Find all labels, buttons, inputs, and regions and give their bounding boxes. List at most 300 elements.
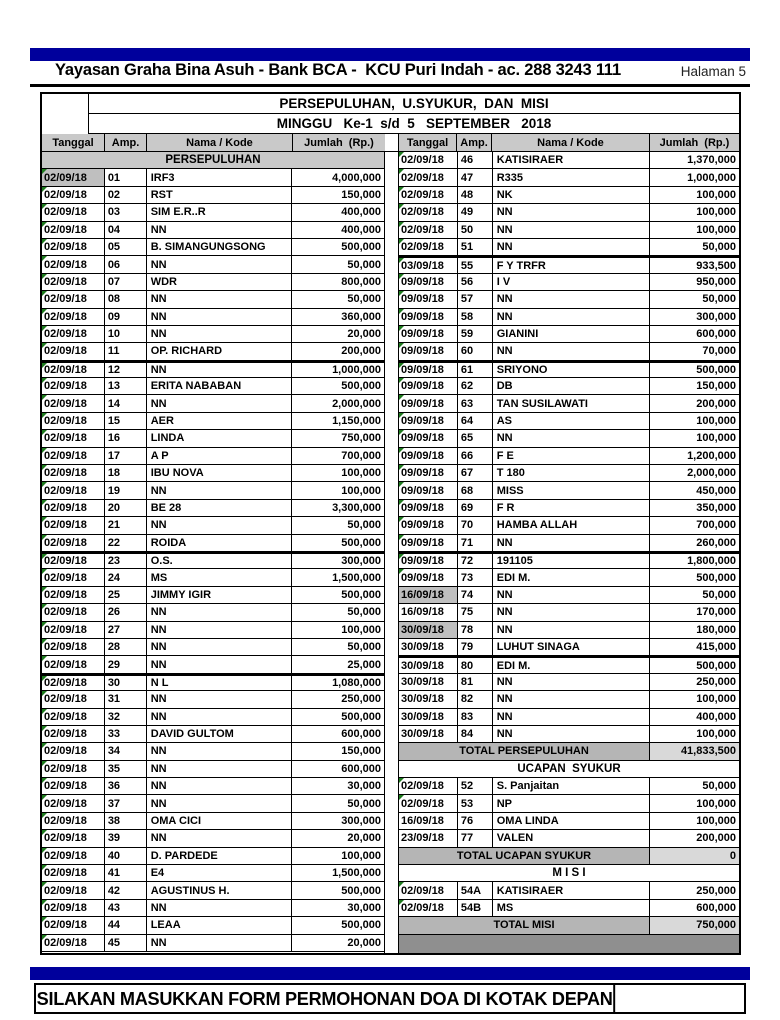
nama-cell: IRF3 [147, 169, 293, 185]
jumlah-cell: 100,000 [696, 206, 736, 219]
table-row [42, 239, 384, 256]
table-row [399, 326, 739, 343]
amp-cell: 70 [458, 517, 493, 533]
jumlah-cell: 1,500,000 [332, 571, 381, 584]
table-row [42, 552, 384, 569]
nama-cell: I V [493, 274, 651, 290]
table-row [42, 309, 384, 326]
jumlah-cell: 1,150,000 [332, 415, 381, 428]
amp-cell: 83 [458, 709, 493, 725]
col-header-tanggal-right: Tanggal [398, 134, 457, 151]
nama-cell: NN [147, 900, 293, 916]
nama-cell: JIMMY IGIR [147, 587, 293, 603]
table-row [42, 517, 384, 534]
amp-cell: 19 [105, 482, 147, 498]
amp-cell: 60 [458, 343, 493, 359]
tanggal-cell: 09/09/18 [399, 500, 458, 516]
amp-cell: 69 [458, 500, 493, 516]
amp-cell: 48 [458, 187, 493, 203]
nama-cell: NN [147, 761, 293, 777]
jumlah-cell: 600,000 [341, 728, 381, 741]
amp-cell: 35 [105, 761, 147, 777]
nama-cell: NN [147, 830, 293, 846]
table-row [399, 813, 739, 830]
amp-cell: 75 [458, 604, 493, 620]
total-ucapan-syukur-row [399, 848, 739, 865]
tanggal-cell: 02/09/18 [42, 900, 105, 916]
tanggal-cell: 02/09/18 [42, 309, 105, 325]
amp-cell: 54A [458, 882, 493, 898]
col-header-nama-left: Nama / Kode [147, 134, 293, 151]
jumlah-cell: 100,000 [696, 815, 736, 828]
table-row [42, 761, 384, 778]
nama-cell: NN [493, 204, 651, 220]
amp-cell: 24 [105, 569, 147, 585]
jumlah-cell: 4,000,000 [332, 171, 381, 184]
tanggal-cell: 02/09/18 [42, 448, 105, 464]
tanggal-cell: 02/09/18 [42, 204, 105, 220]
tanggal-cell: 02/09/18 [42, 676, 105, 690]
table-row [42, 604, 384, 621]
jumlah-cell: 100,000 [696, 432, 736, 445]
jumlah-cell: 950,000 [696, 275, 736, 288]
tanggal-cell: 02/09/18 [42, 656, 105, 672]
amp-cell: 56 [458, 274, 493, 290]
nama-cell: HAMBA ALLAH [493, 517, 651, 533]
amp-cell: 45 [105, 935, 147, 951]
jumlah-cell: 100,000 [696, 223, 736, 236]
jumlah-cell: 1,200,000 [687, 449, 736, 462]
amp-cell: 36 [105, 778, 147, 794]
col-header-amp-right: Amp. [457, 134, 492, 151]
jumlah-cell: 200,000 [341, 345, 381, 358]
table-row [42, 448, 384, 465]
amp-cell: 17 [105, 448, 147, 464]
tanggal-cell: 02/09/18 [42, 830, 105, 846]
tanggal-cell: 02/09/18 [42, 865, 105, 881]
jumlah-cell: 50,000 [347, 606, 381, 619]
bottom-blue-bar [30, 967, 750, 980]
nama-cell: NN [147, 656, 293, 672]
table-row [399, 378, 739, 395]
amp-cell: 44 [105, 917, 147, 933]
amp-cell: 03 [105, 204, 147, 220]
amp-cell: 58 [458, 309, 493, 325]
table-row [42, 378, 384, 395]
table-row [42, 395, 384, 412]
jumlah-cell: 150,000 [341, 745, 381, 758]
amp-cell: 52 [458, 778, 493, 794]
tanggal-cell: 02/09/18 [399, 222, 458, 238]
tanggal-cell: 02/09/18 [42, 395, 105, 411]
nama-cell: IBU NOVA [147, 465, 293, 481]
tanggal-cell: 02/09/18 [42, 848, 105, 864]
amp-cell: 47 [458, 169, 493, 185]
nama-cell: S. Panjaitan [493, 778, 651, 794]
table-row [42, 813, 384, 830]
amp-cell: 42 [105, 882, 147, 898]
jumlah-cell: 1,500,000 [332, 867, 381, 880]
amp-cell: 29 [105, 656, 147, 672]
tanggal-cell: 09/09/18 [399, 343, 458, 359]
table-row [399, 204, 739, 221]
amp-cell: 62 [458, 378, 493, 394]
table-row [399, 622, 739, 639]
tanggal-cell: 02/09/18 [399, 152, 458, 168]
nama-cell: NN [493, 674, 651, 690]
nama-cell: NN [493, 291, 651, 307]
table-row [42, 482, 384, 499]
amp-cell: 68 [458, 482, 493, 498]
nama-cell: NN [147, 222, 293, 238]
tanggal-cell: 09/09/18 [399, 430, 458, 446]
amp-cell: 14 [105, 395, 147, 411]
table-row [42, 274, 384, 291]
jumlah-cell: 50,000 [702, 588, 736, 601]
tanggal-cell: 09/09/18 [399, 291, 458, 307]
jumlah-cell: 1,000,000 [332, 363, 381, 376]
column-header-row [42, 134, 739, 152]
jumlah-cell: 260,000 [696, 536, 736, 549]
amp-cell: 39 [105, 830, 147, 846]
table-row [42, 465, 384, 482]
jumlah-cell: 500,000 [341, 241, 381, 254]
nama-cell: AER [147, 413, 293, 429]
jumlah-cell: 360,000 [341, 310, 381, 323]
nama-cell: AS [493, 413, 651, 429]
amp-cell: 10 [105, 326, 147, 342]
nama-cell: 191105 [493, 554, 651, 568]
nama-cell: WDR [147, 274, 293, 290]
amp-cell: 07 [105, 274, 147, 290]
jumlah-cell: 415,000 [696, 641, 736, 654]
tanggal-cell: 02/09/18 [42, 187, 105, 203]
jumlah-cell: 750,000 [341, 432, 381, 445]
table-row [399, 604, 739, 621]
amp-cell: 74 [458, 587, 493, 603]
total-ucapan-syukur-value: 0 [650, 848, 739, 864]
amp-cell: 80 [458, 658, 493, 672]
tanggal-cell: 02/09/18 [42, 500, 105, 516]
nama-cell: NN [493, 587, 651, 603]
table-row [42, 622, 384, 639]
tanggal-cell: 02/09/18 [42, 535, 105, 551]
nama-cell: A P [147, 448, 293, 464]
table-row [42, 639, 384, 656]
nama-cell: GIANINI [493, 326, 651, 342]
tanggal-cell: 02/09/18 [399, 778, 458, 794]
nama-cell: NN [493, 691, 651, 707]
nama-cell: RST [147, 187, 293, 203]
tanggal-cell: 03/09/18 [399, 258, 458, 272]
tanggal-cell: 02/09/18 [42, 726, 105, 742]
nama-cell: B. SIMANGUNGSONG [147, 239, 293, 255]
nama-cell: NP [493, 795, 651, 811]
jumlah-cell: 70,000 [702, 345, 736, 358]
amp-cell: 81 [458, 674, 493, 690]
tanggal-cell: 16/09/18 [399, 604, 458, 620]
table-row [399, 169, 739, 186]
table-row [42, 169, 384, 186]
tanggal-cell: 02/09/18 [42, 604, 105, 620]
col-header-jumlah-right: Jumlah (Rp.) [650, 134, 739, 151]
jumlah-cell: 150,000 [696, 380, 736, 393]
amp-cell: 05 [105, 239, 147, 255]
table-row [399, 726, 739, 743]
tanggal-cell: 02/09/18 [399, 795, 458, 811]
nama-cell: T 180 [493, 465, 651, 481]
tanggal-cell: 09/09/18 [399, 378, 458, 394]
tanggal-cell: 30/09/18 [399, 726, 458, 742]
tanggal-cell: 02/09/18 [399, 900, 458, 916]
nama-cell: NN [147, 639, 293, 655]
nama-cell: NN [493, 222, 651, 238]
jumlah-cell: 100,000 [341, 467, 381, 480]
table-row [42, 848, 384, 865]
jumlah-cell: 300,000 [696, 310, 736, 323]
total-misi-row [399, 917, 739, 934]
jumlah-cell: 933,500 [696, 259, 736, 272]
tanggal-cell: 02/09/18 [42, 430, 105, 446]
jumlah-cell: 100,000 [341, 849, 381, 862]
jumlah-cell: 500,000 [696, 571, 736, 584]
tanggal-cell: 30/09/18 [399, 674, 458, 690]
jumlah-cell: 600,000 [696, 901, 736, 914]
jumlah-cell: 30,000 [347, 901, 381, 914]
top-blue-bar [30, 48, 750, 61]
tanggal-cell: 02/09/18 [42, 256, 105, 272]
tanggal-cell: 02/09/18 [42, 569, 105, 585]
nama-cell: KATISIRAER [493, 882, 651, 898]
table-row [399, 639, 739, 656]
nama-cell: NN [493, 343, 651, 359]
amp-cell: 21 [105, 517, 147, 533]
amp-cell: 64 [458, 413, 493, 429]
tanggal-cell: 09/09/18 [399, 395, 458, 411]
left-table [42, 152, 385, 953]
tanggal-cell: 02/09/18 [42, 917, 105, 933]
table-row [399, 239, 739, 256]
table-row [42, 535, 384, 552]
tanggal-cell: 09/09/18 [399, 482, 458, 498]
nama-cell: SRIYONO [493, 363, 651, 377]
nama-cell: NN [147, 256, 293, 272]
header-divider [30, 84, 750, 87]
table-row [399, 465, 739, 482]
nama-cell: NN [147, 935, 293, 951]
table-row [42, 587, 384, 604]
jumlah-cell: 2,000,000 [332, 397, 381, 410]
nama-cell: NN [147, 363, 293, 377]
jumlah-cell: 500,000 [341, 884, 381, 897]
table-row [399, 900, 739, 917]
nama-cell: NN [147, 309, 293, 325]
table-row [42, 917, 384, 934]
tanggal-cell: 16/09/18 [399, 813, 458, 829]
jumlah-cell: 500,000 [696, 363, 736, 376]
table-row [42, 326, 384, 343]
table-row [399, 222, 739, 239]
tanggal-cell: 09/09/18 [399, 448, 458, 464]
jumlah-cell: 400,000 [341, 206, 381, 219]
report-table [40, 92, 741, 955]
table-row [399, 482, 739, 499]
section-header-ucapan-syukur: UCAPAN SYUKUR [399, 761, 739, 778]
tanggal-cell: 09/09/18 [399, 554, 458, 568]
jumlah-cell: 500,000 [341, 588, 381, 601]
page-number-label: Halaman 5 [680, 64, 746, 79]
table-row [399, 309, 739, 326]
jumlah-cell: 500,000 [341, 536, 381, 549]
amp-cell: 13 [105, 378, 147, 394]
ucapan-syukur-rows [399, 778, 739, 848]
jumlah-cell: 450,000 [696, 484, 736, 497]
jumlah-cell: 20,000 [347, 328, 381, 341]
table-row [42, 204, 384, 221]
tanggal-cell: 30/09/18 [399, 658, 458, 672]
nama-cell: NN [147, 482, 293, 498]
nama-cell: NN [493, 604, 651, 620]
table-row [42, 709, 384, 726]
tanggal-cell: 02/09/18 [42, 813, 105, 829]
amp-cell: 67 [458, 465, 493, 481]
amp-cell: 82 [458, 691, 493, 707]
nama-cell: EDI M. [493, 658, 651, 672]
jumlah-cell: 50,000 [702, 241, 736, 254]
report-subtitle-text: MINGGU Ke-1 s/d 5 SEPTEMBER 2018 [276, 116, 552, 131]
jumlah-cell: 1,370,000 [687, 154, 736, 167]
jumlah-cell: 50,000 [347, 519, 381, 532]
tanggal-cell: 02/09/18 [42, 761, 105, 777]
table-row [42, 726, 384, 743]
amp-cell: 63 [458, 395, 493, 411]
table-row [399, 882, 739, 899]
table-row [399, 656, 739, 673]
tanggal-cell: 30/09/18 [399, 622, 458, 638]
nama-cell: LINDA [147, 430, 293, 446]
jumlah-cell: 50,000 [347, 293, 381, 306]
jumlah-cell: 100,000 [696, 728, 736, 741]
nama-cell: NN [493, 430, 651, 446]
section-header-persepuluhan: PERSEPULUHAN [42, 152, 384, 169]
table-row [399, 187, 739, 204]
tanggal-cell: 02/09/18 [399, 187, 458, 203]
nama-cell: VALEN [493, 830, 651, 846]
amp-cell: 11 [105, 343, 147, 359]
footer-empty-cell [627, 985, 744, 1012]
jumlah-cell: 300,000 [341, 555, 381, 568]
tanggal-cell: 30/09/18 [399, 639, 458, 655]
nama-cell: AGUSTINUS H. [147, 882, 293, 898]
jumlah-cell: 50,000 [702, 780, 736, 793]
amp-cell: 77 [458, 830, 493, 846]
total-misi-label: TOTAL MISI [399, 917, 650, 933]
tanggal-cell: 02/09/18 [42, 709, 105, 725]
table-row [42, 343, 384, 360]
table-row [42, 430, 384, 447]
amp-cell: 16 [105, 430, 147, 446]
jumlah-cell: 20,000 [347, 936, 381, 949]
tanggal-cell: 02/09/18 [42, 465, 105, 481]
nama-cell: NN [147, 517, 293, 533]
table-row [399, 535, 739, 552]
table-row [399, 274, 739, 291]
tanggal-cell: 02/09/18 [42, 291, 105, 307]
nama-cell: NN [147, 709, 293, 725]
amp-cell: 02 [105, 187, 147, 203]
amp-cell: 61 [458, 363, 493, 377]
column-gap [385, 152, 398, 953]
nama-cell: NN [493, 309, 651, 325]
amp-cell: 34 [105, 743, 147, 759]
tanggal-cell: 02/09/18 [42, 274, 105, 290]
table-row [399, 430, 739, 447]
jumlah-cell: 50,000 [347, 641, 381, 654]
amp-cell: 04 [105, 222, 147, 238]
jumlah-cell: 3,300,000 [332, 502, 381, 514]
amp-cell: 46 [458, 152, 493, 168]
tanggal-cell: 02/09/18 [399, 239, 458, 255]
amp-cell: 08 [105, 291, 147, 307]
amp-cell: 01 [105, 169, 147, 185]
tanggal-cell: 02/09/18 [42, 343, 105, 359]
organization-header: Yayasan Graha Bina Asuh - Bank BCA - KCU Puri Indah - ac. 288 3243 111 [55, 61, 621, 79]
nama-cell: OMA CICI [147, 813, 293, 829]
nama-cell: MS [147, 569, 293, 585]
tanggal-cell: 02/09/18 [42, 778, 105, 794]
nama-cell: DAVID GULTOM [147, 726, 293, 742]
table-row [399, 709, 739, 726]
tanggal-cell: 23/09/18 [399, 830, 458, 846]
jumlah-cell: 250,000 [696, 884, 736, 897]
tanggal-cell: 02/09/18 [42, 882, 105, 898]
jumlah-cell: 700,000 [696, 519, 736, 532]
jumlah-cell: 100,000 [341, 484, 381, 497]
jumlah-cell: 25,000 [347, 658, 381, 671]
amp-cell: 51 [458, 239, 493, 255]
jumlah-cell: 170,000 [696, 606, 736, 619]
table-row [42, 569, 384, 586]
jumlah-cell: 2,000,000 [687, 467, 736, 480]
table-row [42, 187, 384, 204]
tanggal-cell: 09/09/18 [399, 517, 458, 533]
nama-cell: OMA LINDA [493, 813, 651, 829]
nama-cell: NN [493, 709, 651, 725]
persepuluhan-rows-left [42, 169, 384, 952]
nama-cell: MISS [493, 482, 651, 498]
table-row [42, 413, 384, 430]
tanggal-cell: 09/09/18 [399, 274, 458, 290]
amp-cell: 27 [105, 622, 147, 638]
tanggal-cell: 02/09/18 [42, 743, 105, 759]
col-header-amp-left: Amp. [105, 134, 147, 151]
persepuluhan-rows-right [399, 152, 739, 743]
amp-cell: 76 [458, 813, 493, 829]
right-table [398, 152, 739, 953]
nama-cell: ROIDA [147, 535, 293, 551]
jumlah-cell: 500,000 [696, 659, 736, 672]
nama-cell: NN [147, 395, 293, 411]
amp-cell: 38 [105, 813, 147, 829]
table-row [42, 656, 384, 673]
tanggal-cell: 02/09/18 [42, 795, 105, 811]
jumlah-cell: 400,000 [341, 223, 381, 236]
tanggal-cell: 09/09/18 [399, 569, 458, 585]
total-ucapan-syukur-label: TOTAL UCAPAN SYUKUR [399, 848, 650, 864]
table-row [42, 361, 384, 378]
table-row [42, 256, 384, 273]
amp-cell: 26 [105, 604, 147, 620]
